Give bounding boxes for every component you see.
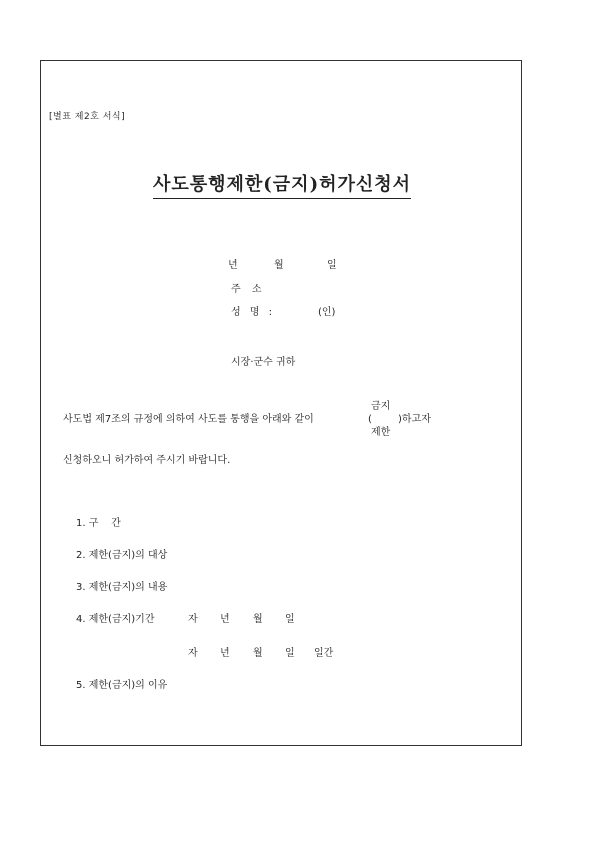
item-4-period: 4. 제한(금지)기간 bbox=[76, 614, 155, 625]
form-frame bbox=[40, 60, 522, 746]
item-3-content: 3. 제한(금지)의 내용 bbox=[76, 582, 168, 593]
period-from-day: 일 bbox=[285, 614, 295, 625]
date-month-label: 월 bbox=[274, 260, 284, 271]
page-title bbox=[41, 173, 523, 199]
period-to-label: 자 bbox=[188, 648, 198, 659]
title-text: 사도통행제한(금지)허가신청서 bbox=[153, 173, 411, 199]
period-from-year: 년 bbox=[220, 614, 230, 625]
date-year-label: 년 bbox=[228, 260, 238, 271]
period-from-label: 자 bbox=[188, 614, 198, 625]
item-5-reason: 5. 제한(금지)의 이유 bbox=[76, 680, 168, 691]
period-from-month: 월 bbox=[253, 614, 263, 625]
address-label: 주 소 bbox=[231, 284, 266, 295]
option-paren-open: ( bbox=[368, 414, 372, 425]
period-to-year: 년 bbox=[220, 648, 230, 659]
period-to-day: 일 bbox=[285, 648, 295, 659]
period-to-suffix: 일간 bbox=[314, 648, 334, 659]
body-line-2: 신청하오니 허가하여 주시기 바랍니다. bbox=[63, 455, 231, 466]
item-2-target: 2. 제한(금지)의 대상 bbox=[76, 550, 168, 561]
body-line-1: 사도법 제7조의 규정에 의하여 사도를 통행을 아래와 같이 bbox=[63, 414, 314, 425]
addressee: 시장·군수 귀하 bbox=[231, 357, 296, 368]
option-restrict: 제한 bbox=[371, 427, 391, 438]
item-1-section: 1. 구 간 bbox=[76, 518, 121, 529]
body-line-1-end: )하고자 bbox=[398, 414, 431, 425]
date-day-label: 일 bbox=[327, 260, 337, 271]
option-prohibit: 금지 bbox=[371, 401, 391, 412]
form-label: [별표 제2호 서식] bbox=[49, 112, 126, 122]
period-to-month: 월 bbox=[253, 648, 263, 659]
seal-mark: (인) bbox=[318, 307, 336, 318]
name-label: 성 명 : bbox=[231, 307, 276, 318]
